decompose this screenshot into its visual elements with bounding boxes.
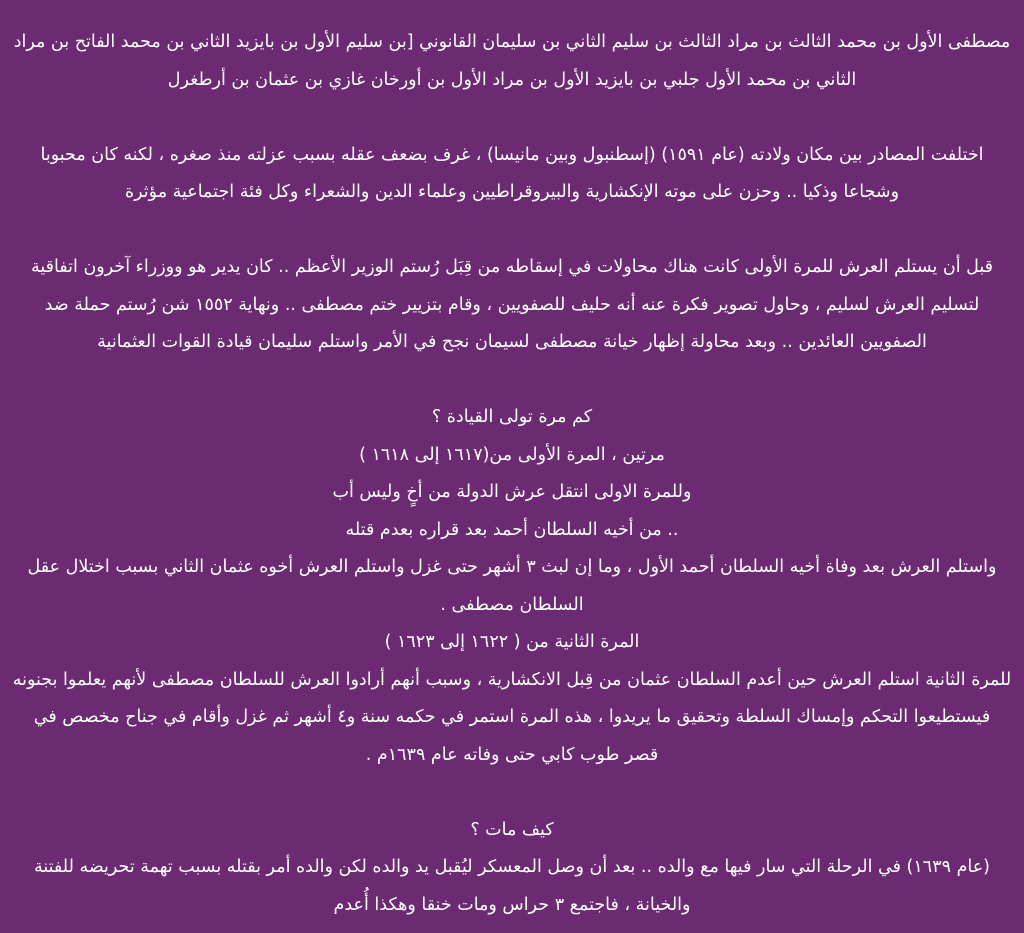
birth-paragraph xyxy=(8,137,1016,212)
text-line: قصر طوب كابي حتى وفاته عام ١٦٣٩م . xyxy=(365,744,659,765)
paragraph-gap xyxy=(8,99,1016,137)
text-line: مصطفى الأول بن محمد الثالث بن مراد الثالث بن سليم الثاني بن سليمان القانوني [بن سليم الأول بن بايزيد الثاني بن محمد الفاتح بن مراد xyxy=(13,32,1011,52)
text-line: الثاني بن محمد الأول جلبي بن بايزيد الأول بن مراد الأول بن أورخان غازي بن عثمان بن أرطغرل xyxy=(167,69,857,90)
text-line: السلطان مصطفى . xyxy=(440,594,584,615)
text-line: لتسليم العرش لسليم ، وحاول تصوير فكرة عنه أنه حليف للصفويين ، وقام بتزيير ختم مصطفى .. ونهاية ١٥٥٢ شن رُستم حملة ضد xyxy=(44,294,980,315)
lineage-paragraph xyxy=(8,24,1016,99)
text-line: والخيانة ، فاجتمع ٣ حراس ومات خنقا وهكذا أُعدم xyxy=(333,894,691,915)
death-section xyxy=(8,812,1016,925)
leadership-section xyxy=(8,399,1016,774)
text-line: واستلم العرش بعد وفاة أخيه السلطان أحمد الأول ، وما إن لبث ٣ أشهر حتى غزل واستلم العرش أخوه عثمان الثاني بسبب اختلال عقل xyxy=(27,557,997,577)
text-line: .. من أخيه السلطان أحمد بعد قراره بعدم قتله xyxy=(345,519,679,540)
text-line: وللمرة الاولى انتقل عرش الدولة من أخٍ وليس أب xyxy=(332,482,692,502)
text-line: فيستطيعوا التحكم وإمساك السلطة وتحقيق ما يريدوا ، هذه المرة استمر في حكمه سنة و٤ أشهر ثم غزل وأقام في جناح مخصص في xyxy=(33,707,991,727)
paragraph-gap xyxy=(8,212,1016,250)
text-line: للمرة الثانية استلم العرش حين أعدم السلطان عثمان من قِبل الانكشارية ، وسبب أنهم أرادوا العرش للسلطان مصطفى لأنهم يعلموا بجنونه xyxy=(12,669,1012,690)
text-line: قبل أن يستلم العرش للمرة الأولى كانت هناك محاولات في إسقاطه من قِبَل رُستم الوزير الأعظم .. كان يدير هو ووزراء آخرون اتفاقية xyxy=(30,257,994,277)
paragraph-gap xyxy=(8,774,1016,812)
text-line: وشجاعا وذكيا .. وحزن على موته الإنكشارية والبيروقراطيين وعلماء الدين والشعراء وكل فئة اجتماعية مؤثرة xyxy=(124,182,900,202)
text-line: (عام ١٦٣٩) في الرحلة التي سار فيها مع والده .. بعد أن وصل المعسكر ليُقبل يد والده لكن والده أمر بقتله بسبب تهمة تحريضه للفتنة xyxy=(33,857,990,877)
text-line: الصفويين العائدين .. وبعد محاولة إظهار خيانة مصطفى لسيمان نجح في الأمر واستلم سليمان قيادة القوات العثمانية xyxy=(97,332,927,352)
text-line: المرة الثانية من ( ١٦٢٢ إلى ١٦٢٣ ) xyxy=(384,632,640,652)
text-line: اختلفت المصادر بين مكان ولادته (عام ١٥٩١) (إسطنبول وبين مانيسا) ، غرف بضعف عقله بسبب عزلته منذ صغره ، لكنه كان محبوبا xyxy=(40,144,984,165)
section-question: كيف مات ؟ xyxy=(470,819,554,840)
paragraph-gap xyxy=(8,362,1016,400)
before-throne-paragraph xyxy=(8,249,1016,362)
text-line: مرتين ، المرة الأولى من(١٦١٧ إلى ١٦١٨ ) xyxy=(359,444,665,465)
section-question: كم مرة تولى القيادة ؟ xyxy=(431,407,593,427)
